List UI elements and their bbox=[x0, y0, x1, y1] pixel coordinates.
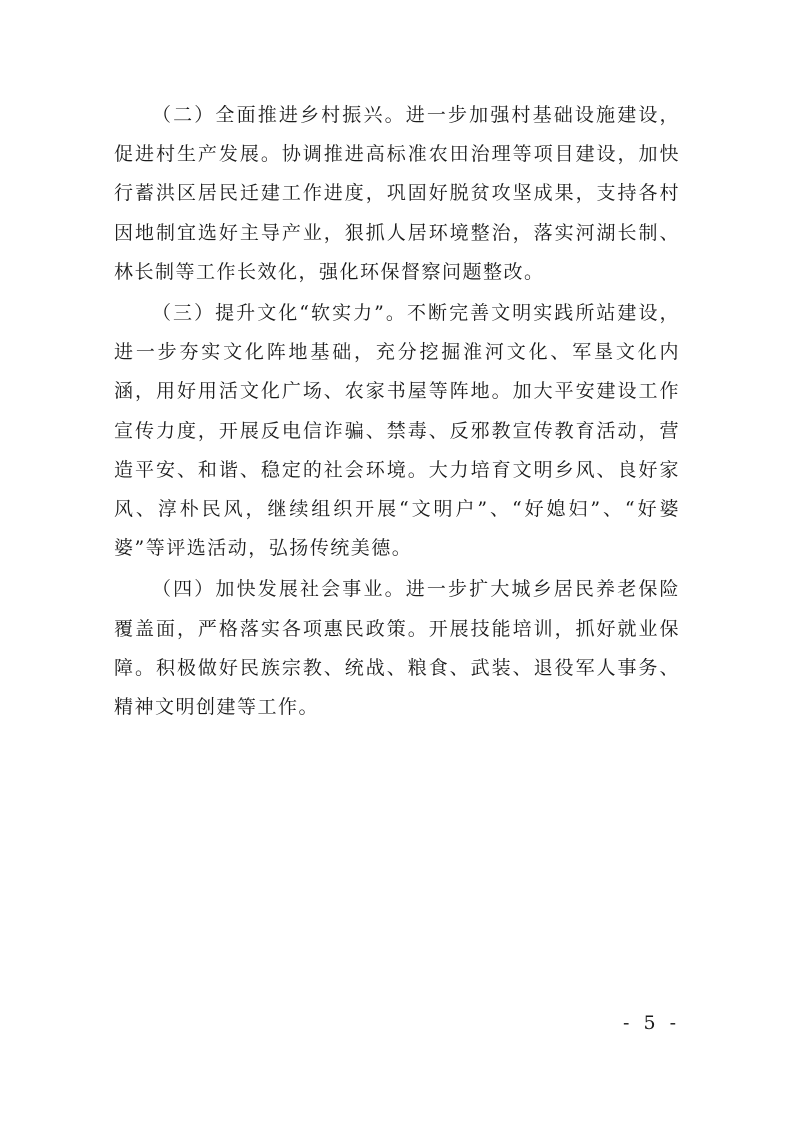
document-body bbox=[114, 96, 680, 729]
paragraph-cultural-soft-power: （三）提升文化“软实力”。不断完善文明实践所站建设，进一步夯实文化阵地基础，充分挖掘淮河文化、军垦文化内涵，用好用活文化广场、农家书屋等阵地。加大平安建设工作宣传力度，开展反电信诈骗、禁毒、反邪教宣传教育活动，营造平安、和谐、稳定的社会环境。大力培育文明乡风、良好家风、淳朴民风，继续组织开展“文明户”、“好媳妇”、“好婆婆”等评选活动，弘扬传统美德。 bbox=[114, 302, 680, 560]
page-number: - 5 - bbox=[622, 1012, 680, 1034]
paragraph-rural-revitalization: （二）全面推进乡村振兴。进一步加强村基础设施建设，促进村生产发展。协调推进高标准农田治理等项目建设，加快行蓄洪区居民迁建工作进度，巩固好脱贫攻坚成果，支持各村因地制宜选好主导产业，狠抓人居环境整治，落实河湖长制、林长制等工作长效化，强化环保督察问题整改。 bbox=[114, 104, 680, 283]
paragraph-social-undertakings: （四）加快发展社会事业。进一步扩大城乡居民养老保险覆盖面，严格落实各项惠民政策。开展技能培训，抓好就业保障。积极做好民族宗教、统战、粮食、武装、退役军人事务、精神文明创建等工作。 bbox=[114, 578, 680, 719]
